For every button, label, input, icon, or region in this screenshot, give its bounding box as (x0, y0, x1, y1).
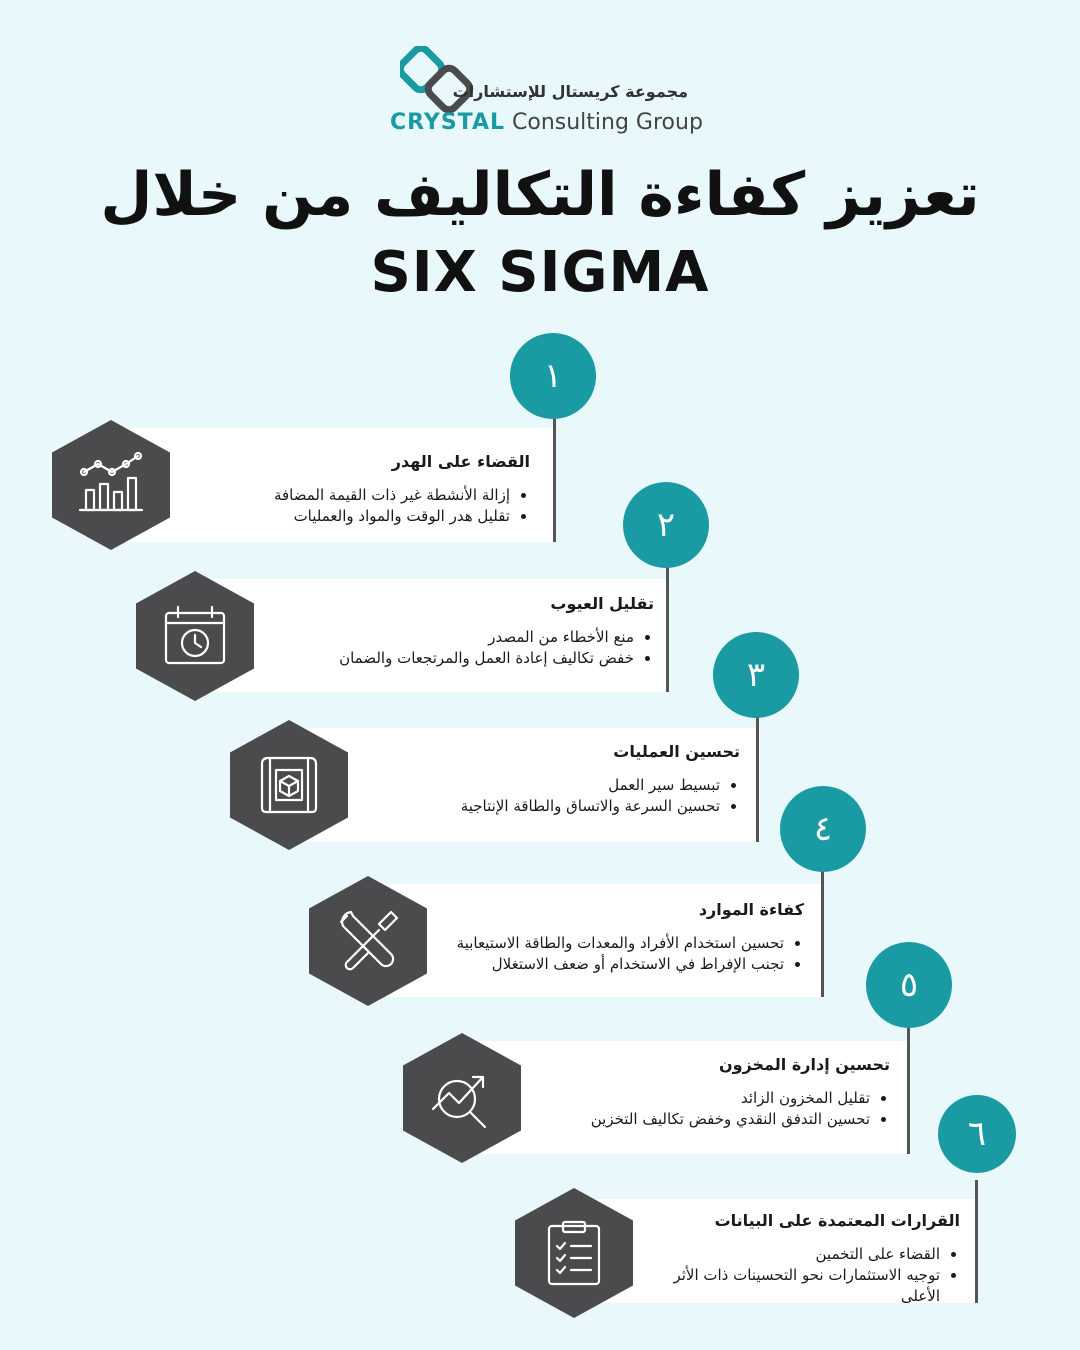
step-title: القضاء على الهدر (391, 452, 530, 471)
step-number-3: ٣ (713, 632, 799, 718)
bullet-item: • تحسين استخدام الأفراد والمعدات والطاقة الاستيعابية (440, 933, 784, 954)
step-number-4: ٤ (780, 786, 866, 872)
step-bullets (360, 775, 740, 817)
step-number-2: ٢ (623, 482, 709, 568)
bullet-item: • تبسيط سير العمل (360, 775, 720, 796)
step-connector-5 (907, 1022, 910, 1154)
step-title: تقليل العيوب (550, 594, 654, 613)
step-text-1 (180, 452, 530, 527)
bullet-item: • تقليل هدر الوقت والمواد والعمليات (180, 506, 510, 527)
step-text-3 (360, 742, 740, 817)
bullet-item: • تجنب الإفراط في الاستخدام أو ضعف الاستغلال (440, 954, 784, 975)
bullet-item: • تحسين السرعة والاتساق والطاقة الإنتاجية (360, 796, 720, 817)
step-bullets (180, 485, 530, 527)
step-connector-6 (975, 1180, 978, 1303)
brand-name-english (390, 110, 703, 135)
step-number-1: ١ (510, 333, 596, 419)
brand-crystal-word: CRYSTAL (390, 110, 506, 135)
step-connector-3 (756, 710, 759, 842)
step-title: كفاءة الموارد (698, 900, 804, 919)
bullet-item: • القضاء على التخمين (630, 1244, 940, 1265)
step-text-2 (270, 594, 654, 669)
step-connector-1 (553, 410, 556, 542)
bullet-item: • منع الأخطاء من المصدر (270, 627, 634, 648)
page-title-line1: تعزيز كفاءة التكاليف من خلال (100, 160, 980, 230)
brand-name-arabic: مجموعة كريستال للإستشارات (452, 82, 688, 101)
step-number-5: ٥ (866, 942, 952, 1028)
step-bullets (270, 627, 654, 669)
bullet-item: • توجيه الاستثمارات نحو التحسينات ذات الأثر الأعلى (630, 1265, 940, 1307)
crystal-logo-icon (400, 46, 476, 114)
logo (390, 46, 703, 146)
step-bullets (440, 933, 804, 975)
bullet-item: • تحسين التدفق النقدي وخفض تكاليف التخزين (530, 1109, 870, 1130)
step-connector-2 (666, 560, 669, 692)
step-text-5 (530, 1055, 890, 1130)
step-connector-4 (821, 866, 824, 997)
step-bullets (530, 1088, 890, 1130)
step-title: تحسين إدارة المخزون (718, 1055, 890, 1074)
step-text-6 (630, 1211, 960, 1307)
bullet-item: • خفض تكاليف إعادة العمل والمرتجعات والضمان (270, 648, 634, 669)
step-bullets (630, 1244, 960, 1307)
page-title-line2: SIX SIGMA (370, 240, 710, 305)
bullet-item: • إزالة الأنشطة غير ذات القيمة المضافة (180, 485, 510, 506)
bullet-item: • تقليل المخزون الزائد (530, 1088, 870, 1109)
step-text-4 (440, 900, 804, 975)
step-title: القرارات المعتمدة على البيانات (714, 1211, 960, 1230)
brand-rest-words: Consulting Group (505, 110, 703, 135)
step-number-6: ٦ (938, 1095, 1016, 1173)
step-title: تحسين العمليات (613, 742, 740, 761)
